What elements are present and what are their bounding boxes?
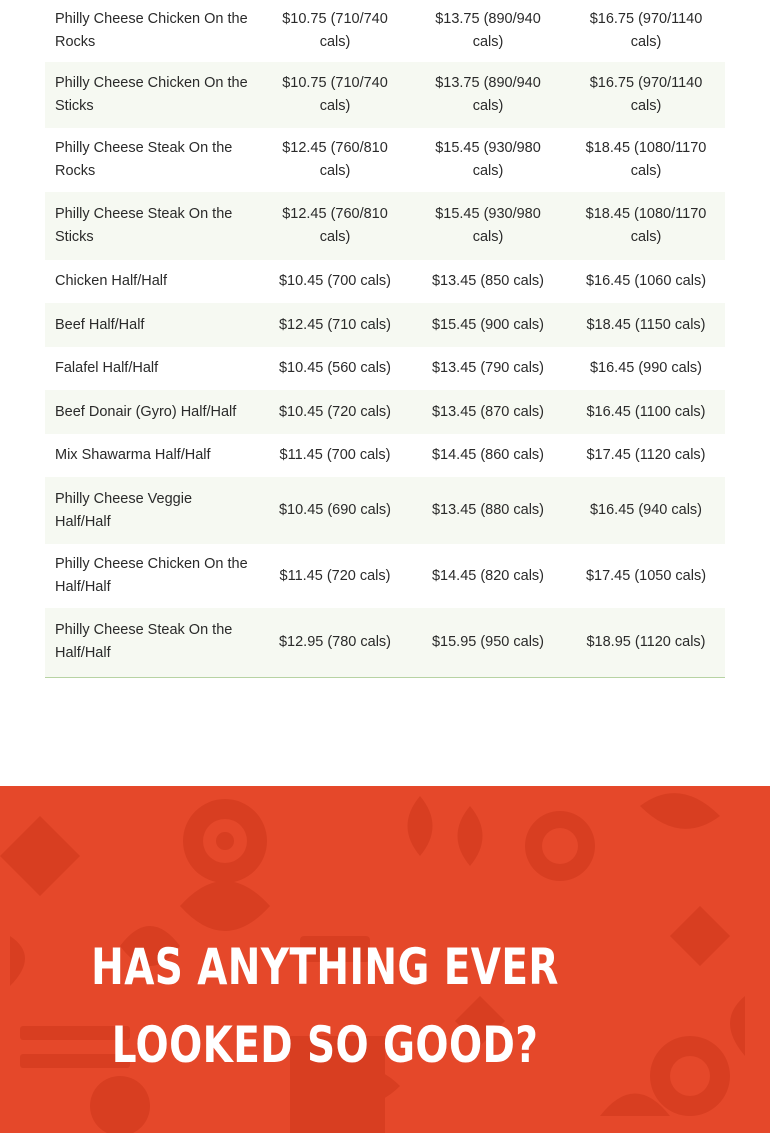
price-small: $11.45 (700 cals) <box>279 447 391 463</box>
table-row <box>45 192 725 260</box>
item-name: Philly Cheese Chicken On the Half/Half <box>55 556 248 595</box>
table-row <box>45 128 725 192</box>
item-name: Beef Donair (Gyro) Half/Half <box>55 403 237 420</box>
price-large: $16.45 (990 cals) <box>589 360 703 376</box>
price-small: $10.45 (720 cals) <box>278 403 392 420</box>
price-large: $18.45 (1150 cals) <box>586 316 706 333</box>
price-medium: $13.45 (870 cals) <box>431 403 545 420</box>
item-name: Philly Cheese Chicken On the Rocks <box>55 11 248 50</box>
price-medium: $15.45 (930/980 cals) <box>435 206 541 245</box>
menu-price-table <box>45 0 725 678</box>
price-small: $12.45 (760/810 cals) <box>282 206 388 245</box>
price-small: $10.75 (710/740 cals) <box>282 11 388 50</box>
item-name: Falafel Half/Half <box>55 360 159 376</box>
item-name: Mix Shawarma Half/Half <box>55 447 211 463</box>
price-small: $10.45 (560 cals) <box>278 360 392 376</box>
promo-banner <box>0 786 770 1133</box>
price-large: $16.45 (1060 cals) <box>585 273 707 289</box>
table-row <box>45 0 725 62</box>
price-large: $16.75 (970/1140 cals) <box>589 75 703 114</box>
item-name: Chicken Half/Half <box>55 273 168 289</box>
price-large: $18.45 (1080/1170 cals) <box>585 140 707 179</box>
table-row <box>45 390 725 434</box>
banner-headline: HAS ANYTHING EVER LOOKED SO GOOD? <box>91 938 559 1074</box>
price-small: $12.95 (780 cals) <box>278 633 392 650</box>
table-row <box>45 608 725 677</box>
price-small: $10.45 (690 cals) <box>278 502 392 518</box>
price-small: $10.45 (700 cals) <box>278 273 392 289</box>
price-large: $16.45 (940 cals) <box>589 502 703 518</box>
table-row <box>45 260 725 303</box>
price-large: $18.45 (1080/1170 cals) <box>585 206 707 245</box>
item-name: Philly Cheese Steak On the Sticks <box>55 206 233 245</box>
price-medium: $13.45 (880 cals) <box>431 502 545 518</box>
item-name: Philly Cheese Veggie Half/Half <box>55 490 193 530</box>
table-row <box>45 477 725 544</box>
price-large: $17.45 (1120 cals) <box>586 447 706 463</box>
price-medium: $13.75 (890/940 cals) <box>435 75 541 114</box>
price-small: $10.75 (710/740 cals) <box>282 75 388 114</box>
item-name: Philly Cheese Chicken On the Sticks <box>55 75 248 114</box>
price-medium: $13.45 (850 cals) <box>431 273 545 289</box>
price-medium: $15.45 (900 cals) <box>431 316 545 333</box>
table-row <box>45 347 725 390</box>
item-name: Philly Cheese Steak On the Rocks <box>55 140 233 179</box>
price-large: $17.45 (1050 cals) <box>585 567 707 584</box>
item-name: Philly Cheese Steak On the Half/Half <box>55 622 233 662</box>
table-row <box>45 544 725 608</box>
table-row <box>45 62 725 128</box>
price-large: $16.45 (1100 cals) <box>586 403 706 420</box>
price-small: $12.45 (710 cals) <box>278 316 392 333</box>
price-medium: $13.45 (790 cals) <box>431 360 545 376</box>
item-name: Beef Half/Half <box>55 316 145 333</box>
price-small: $11.45 (720 cals) <box>279 567 391 584</box>
price-medium: $15.95 (950 cals) <box>431 633 545 650</box>
table-row <box>45 434 725 477</box>
price-small: $12.45 (760/810 cals) <box>282 140 388 179</box>
table-row <box>45 303 725 347</box>
price-medium: $14.45 (820 cals) <box>431 567 545 584</box>
price-medium: $15.45 (930/980 cals) <box>435 140 541 179</box>
price-large: $18.95 (1120 cals) <box>586 633 706 650</box>
price-medium: $14.45 (860 cals) <box>431 447 545 463</box>
price-large: $16.75 (970/1140 cals) <box>589 11 703 50</box>
price-medium: $13.75 (890/940 cals) <box>435 11 541 50</box>
